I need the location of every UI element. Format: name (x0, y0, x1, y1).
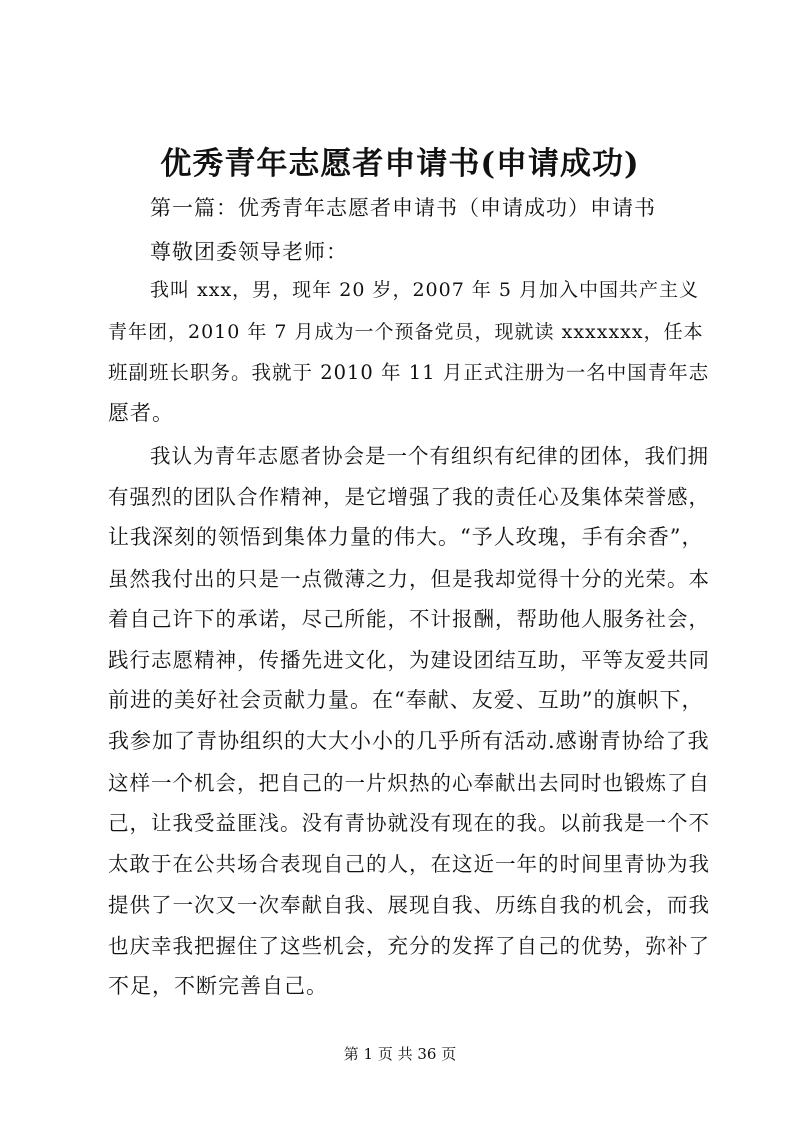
paragraph2-line: 太敢于在公共场合表现自己的人，在这近一年的时间里青协为我 (108, 852, 710, 876)
salutation-line: 尊敬团委领导老师： (150, 240, 348, 264)
paragraph2-line: 提供了一次又一次奉献自我、展现自我、历练自我的机会，而我 (108, 893, 710, 917)
paragraph2-line: 我参加了青协组织的大大小小的几乎所有活动.感谢青协给了我 (108, 729, 710, 753)
paragraph2-line: 不足，不断完善自己。 (108, 974, 328, 998)
paragraph2-line: 己，让我受益匪浅。没有青协就没有现在的我。以前我是一个不 (108, 811, 710, 835)
subtitle-line: 第一篇：优秀青年志愿者申请书（申请成功）申请书 (150, 196, 656, 220)
paragraph1-line: 班副班长职务。我就于 2010 年 11 月正式注册为一名中国青年志 (108, 361, 710, 384)
paragraph1-line: 我叫 xxx，男，现年 20 岁，2007 年 5 月加入中国共产主义 (150, 279, 700, 301)
paragraph2-line: 前进的美好社会贡献力量。在“奉献、友爱、互助”的旗帜下， (108, 688, 704, 712)
paragraph1-line: 愿者。 (108, 401, 174, 425)
paragraph2-line: 这样一个机会，把自己的一片炽热的心奉献出去同时也锻炼了自 (108, 771, 710, 795)
paragraph2-line: 虽然我付出的只是一点微薄之力，但是我却觉得十分的光荣。本 (108, 567, 710, 591)
paragraph2-line: 有强烈的团队合作精神，是它增强了我的责任心及集体荣誉感， (108, 485, 710, 509)
document-title: 优秀青年志愿者申请书(申请成功) (160, 146, 640, 182)
paragraph2-line: 我认为青年志愿者协会是一个有组织有纪律的团体，我们拥 (150, 444, 709, 468)
paragraph1-line: 青年团，2010 年 7 月成为一个预备党员，现就读 xxxxxxx，任本 (108, 321, 704, 343)
paragraph2-line: 也庆幸我把握住了这些机会，充分的发挥了自己的优势，弥补了 (108, 934, 710, 958)
paragraph2-line: 着自己许下的承诺，尽己所能，不计报酬，帮助他人服务社会， (108, 607, 710, 631)
paragraph2-line: 让我深刻的领悟到集体力量的伟大。“予人玫瑰，手有余香”， (108, 525, 704, 549)
paragraph2-line: 践行志愿精神，传播先进文化，为建设团结互助，平等友爱共同 (108, 648, 710, 672)
page-number-footer: 第 1 页 共 36 页 (343, 1045, 457, 1063)
